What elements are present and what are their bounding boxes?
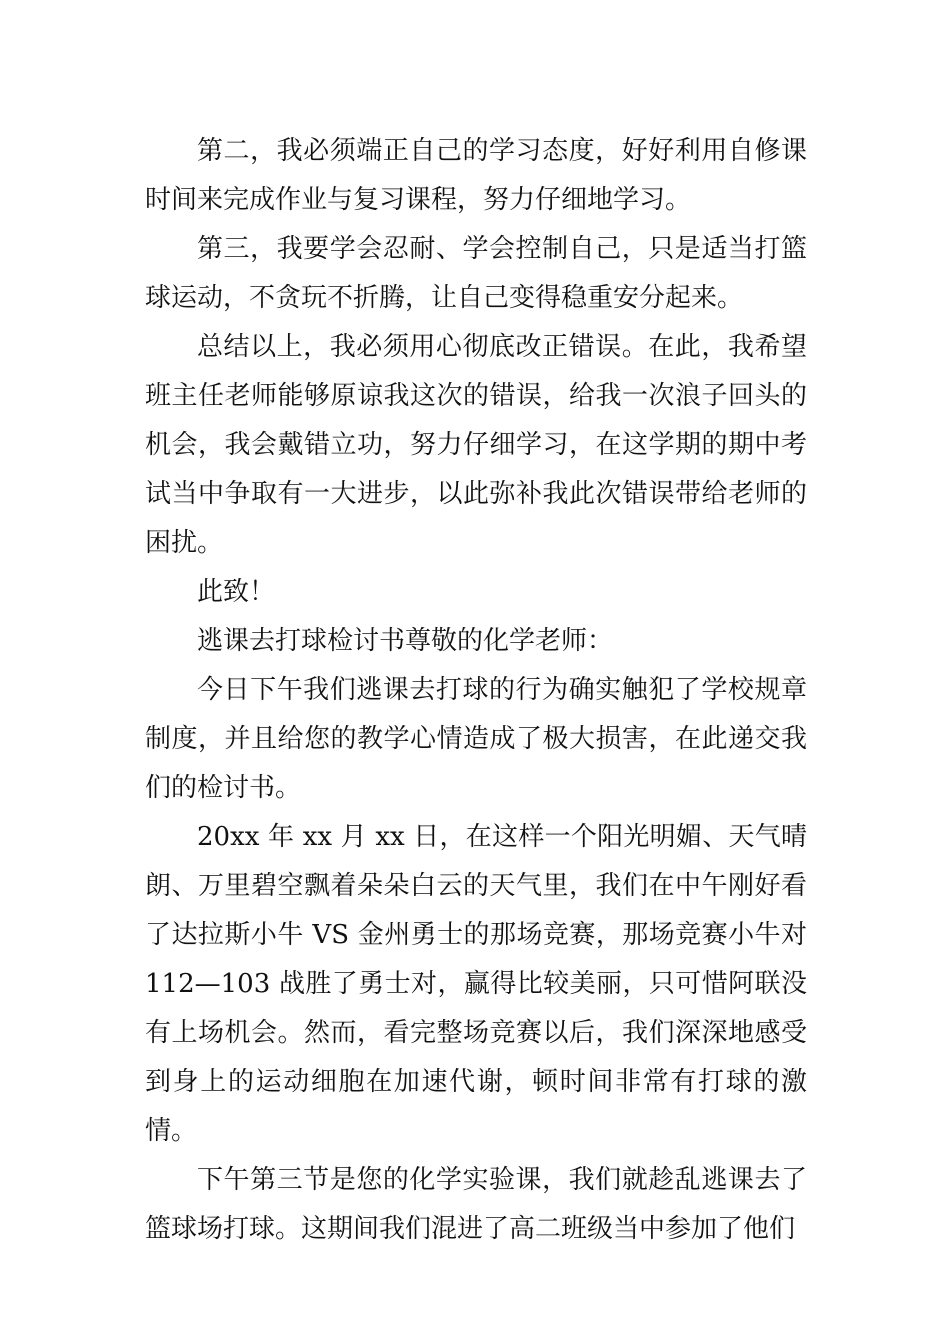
paragraph-third-point: 第三，我要学会忍耐、学会控制自己，只是适当打篮球运动，不贪玩不折腾，让自己变得稳重安分起来。 [145, 234, 807, 313]
paragraph-closing: 此致！ [197, 577, 276, 607]
paragraph-intro: 今日下午我们逃课去打球的行为确实触犯了学校规章制度，并且给您的教学心情造成了极大损害，在此递交我们的检讨书。 [145, 675, 807, 803]
document-body [145, 127, 807, 1254]
paragraph-salutation: 逃课去打球检讨书尊敬的化学老师： [197, 626, 614, 656]
paragraph-second-point: 第二，我必须端正自己的学习态度，好好利用自修课时间来完成作业与复习课程，努力仔细地学习。 [145, 136, 807, 215]
paragraph-summary: 总结以上，我必须用心彻底改正错误。在此，我希望班主任老师能够原谅我这次的错误，给我一次浪子回头的机会，我会戴错立功，努力仔细学习，在这学期的期中考试当中争取有一大进步，以此弥补我此次错误带给老师的困扰。 [145, 332, 807, 558]
paragraph-date-story: 20xx 年 xx 月 xx 日，在这样一个阳光明媚、天气晴朗、万里碧空飘着朵朵白云的天气里，我们在中午刚好看了达拉斯小牛 VS 金州勇士的那场竞赛，那场竞赛小牛对 112—103 战胜了勇士对，赢得比较美丽，只可惜阿联没有上场机会。然而，看完整场竞赛以后，我们深深地感受到身上的运动细胞在加速代谢，顿时间非常有打球的激情。 [145, 822, 807, 1146]
paragraph-afternoon: 下午第三节是您的化学实验课，我们就趁乱逃课去了篮球场打球。这期间我们混进了高二班级当中参加了他们 [145, 1165, 807, 1244]
